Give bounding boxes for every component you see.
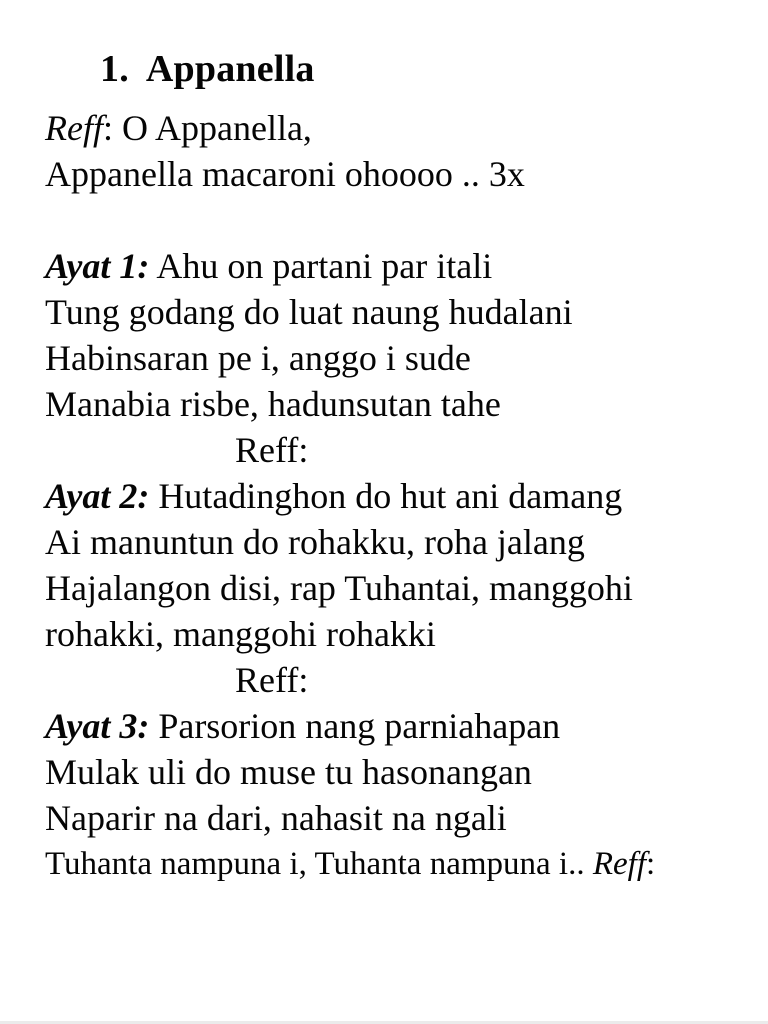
lyric-line <box>45 473 755 519</box>
lyric-segment: Habinsaran pe i, anggo i sude <box>45 338 471 378</box>
lyric-line <box>45 243 755 289</box>
lyric-segment: Tuhanta nampuna i, Tuhanta nampuna i.. <box>45 846 593 882</box>
lyric-line <box>45 151 755 197</box>
lyric-segment: Hutadinghon do hut ani damang <box>149 476 623 516</box>
lyric-line <box>45 519 755 565</box>
lyric-line <box>45 565 755 611</box>
lyric-line <box>45 381 755 427</box>
lyric-segment: Manabia risbe, hadunsutan tahe <box>45 384 501 424</box>
lyric-segment: Hajalangon disi, rap Tuhantai, manggohi <box>45 568 633 608</box>
lyric-line <box>45 105 755 151</box>
lyric-segment-emphasis: Ayat 2: <box>45 476 150 516</box>
lyric-line <box>45 335 755 381</box>
lyric-segment: Appanella macaroni ohoooo .. 3x <box>45 154 525 194</box>
lyric-segment: Naparir na dari, nahasit na ngali <box>45 798 507 838</box>
lyric-segment: : O Appanella, <box>102 108 312 148</box>
lyric-line <box>45 657 755 703</box>
lyric-segment: Tung godang do luat naung hudalani <box>45 292 573 332</box>
lyric-segment-emphasis: Reff <box>592 846 646 882</box>
song-title <box>100 48 315 90</box>
song-name: Appanella <box>145 48 315 90</box>
song-number: 1. <box>100 48 129 90</box>
lyric-line <box>45 749 755 795</box>
lyric-segment: Parsorion nang parniahapan <box>149 706 561 746</box>
lyric-segment: Reff: <box>235 430 309 470</box>
lyric-segment: Mulak uli do muse tu hasonangan <box>45 752 532 792</box>
lyric-line <box>45 703 755 749</box>
lyric-line <box>45 795 755 841</box>
lyric-line <box>45 427 755 473</box>
lyric-segment: Ai manuntun do rohakku, roha jalang <box>45 522 585 562</box>
lyric-segment-emphasis: Ayat 3: <box>45 706 150 746</box>
lyric-segment: Ahu on partani par itali <box>149 246 493 286</box>
lyric-segment-emphasis: Ayat 1: <box>45 246 150 286</box>
lyrics-lines <box>45 105 755 887</box>
lyric-line <box>45 841 755 887</box>
lyric-line <box>45 289 755 335</box>
lyric-segment: rohakki, manggohi rohakki <box>45 614 436 654</box>
blank-line <box>45 197 755 243</box>
lyric-segment: Reff: <box>235 660 309 700</box>
lyric-segment-emphasis: Reff <box>45 108 103 148</box>
lyric-segment: : <box>646 846 656 882</box>
lyric-line <box>45 611 755 657</box>
